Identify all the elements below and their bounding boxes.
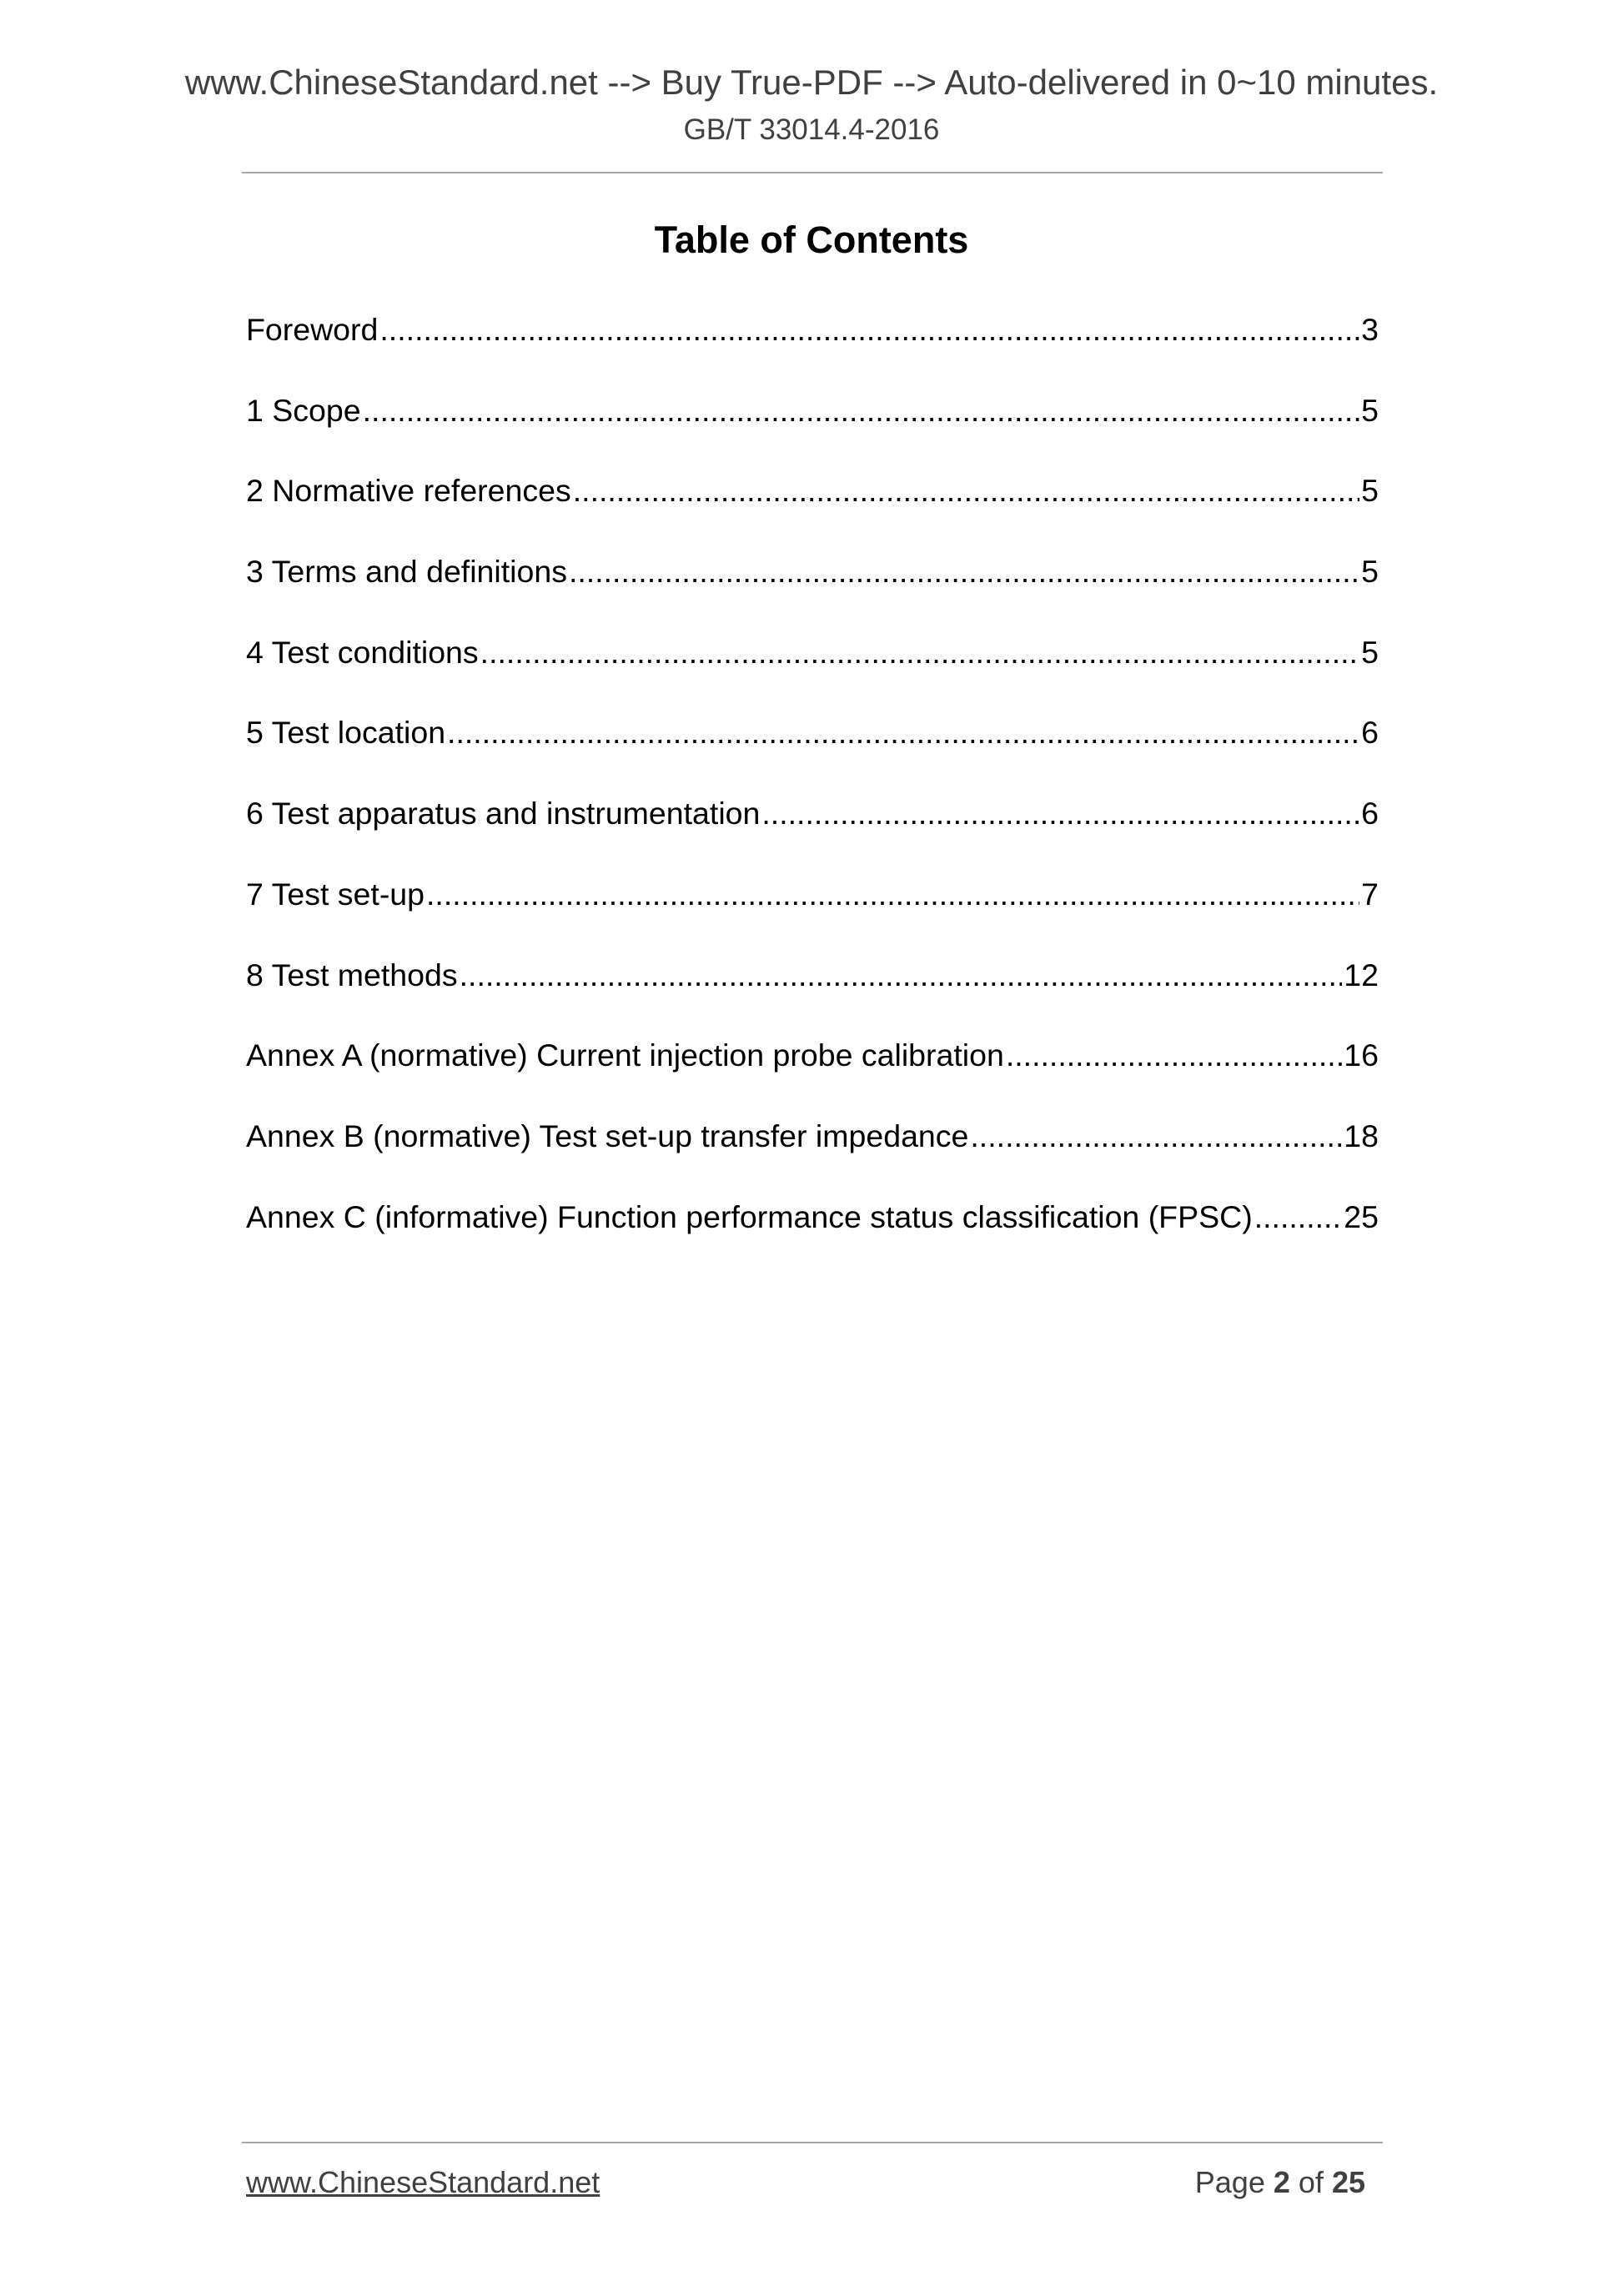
dot-leader [426,868,1359,920]
table-of-contents [246,304,1379,1271]
toc-entry-label[interactable]: 3 Terms and definitions [246,554,567,590]
header-divider [242,172,1383,173]
page-prefix: Page [1194,2165,1265,2199]
toc-entry[interactable] [246,465,1379,545]
toc-entry[interactable] [246,787,1379,868]
toc-entry-label[interactable]: 2 Normative references [246,473,571,509]
toc-entry[interactable] [246,1110,1379,1191]
dot-leader [761,787,1359,839]
toc-entry[interactable] [246,706,1379,787]
page-counter [1195,2162,1365,2203]
toc-entry-page[interactable]: 5 [1361,473,1379,509]
footer-divider [242,2142,1383,2143]
toc-entry[interactable] [246,626,1379,707]
dot-leader [569,545,1359,597]
toc-entry-label[interactable]: Annex A (normative) Current injection probe calibration [246,1037,1004,1073]
page-title: Table of Contents [654,219,969,261]
toc-entry-page[interactable]: 5 [1361,392,1379,428]
page-header [0,58,1623,150]
toc-entry-page[interactable]: 6 [1361,715,1379,751]
toc-entry-page[interactable]: 16 [1344,1037,1379,1073]
toc-entry-page[interactable]: 18 [1344,1118,1379,1153]
toc-entry[interactable] [246,949,1379,1030]
dot-leader [447,706,1359,758]
current-page-number: 2 [1273,2165,1290,2199]
toc-entry-page[interactable]: 5 [1361,634,1379,670]
toc-entry-label[interactable]: 8 Test methods [246,957,458,992]
footer-site-link[interactable]: www.ChineseStandard.net [246,2165,600,2199]
toc-entry-page[interactable]: 3 [1361,312,1379,347]
toc-entry-label[interactable]: 7 Test set-up [246,876,425,912]
dot-leader [480,626,1359,678]
dot-leader [379,304,1359,355]
toc-entry[interactable] [246,304,1379,384]
promo-banner[interactable]: www.ChineseStandard.net --> Buy True-PDF --> Auto-delivered in 0~10 minutes. [184,63,1439,102]
dot-leader [573,465,1359,516]
toc-entry-label[interactable]: 1 Scope [246,392,361,428]
toc-entry[interactable] [246,545,1379,626]
dot-leader [363,384,1360,436]
standard-code: GB/T 33014.4-2016 [683,113,940,146]
total-pages-number: 25 [1331,2165,1365,2199]
page-separator: of [1298,2165,1324,2199]
toc-entry-label[interactable]: Annex C (informative) Function performance status classification (FPSC) [246,1198,1253,1234]
dot-leader [1006,1029,1342,1081]
dot-leader [460,949,1343,1001]
toc-entry[interactable] [246,1029,1379,1110]
toc-entry[interactable] [246,1191,1379,1272]
toc-entry-label[interactable]: 4 Test conditions [246,634,479,670]
toc-entry-label[interactable]: 6 Test apparatus and instrumentation [246,796,761,831]
toc-entry-page[interactable]: 12 [1344,957,1379,992]
toc-entry-page[interactable]: 5 [1361,554,1379,590]
toc-entry-page[interactable]: 7 [1361,876,1379,912]
dot-leader [970,1110,1342,1162]
toc-entry-label[interactable]: 5 Test location [246,715,446,751]
toc-entry-page[interactable]: 6 [1361,796,1379,831]
toc-entry-page[interactable]: 25 [1344,1198,1379,1234]
dot-leader [1254,1191,1343,1243]
toc-entry[interactable] [246,868,1379,949]
toc-entry-label[interactable]: Annex B (normative) Test set-up transfer impedance [246,1118,969,1153]
toc-entry-label[interactable]: Foreword [246,312,379,347]
toc-entry[interactable] [246,384,1379,465]
